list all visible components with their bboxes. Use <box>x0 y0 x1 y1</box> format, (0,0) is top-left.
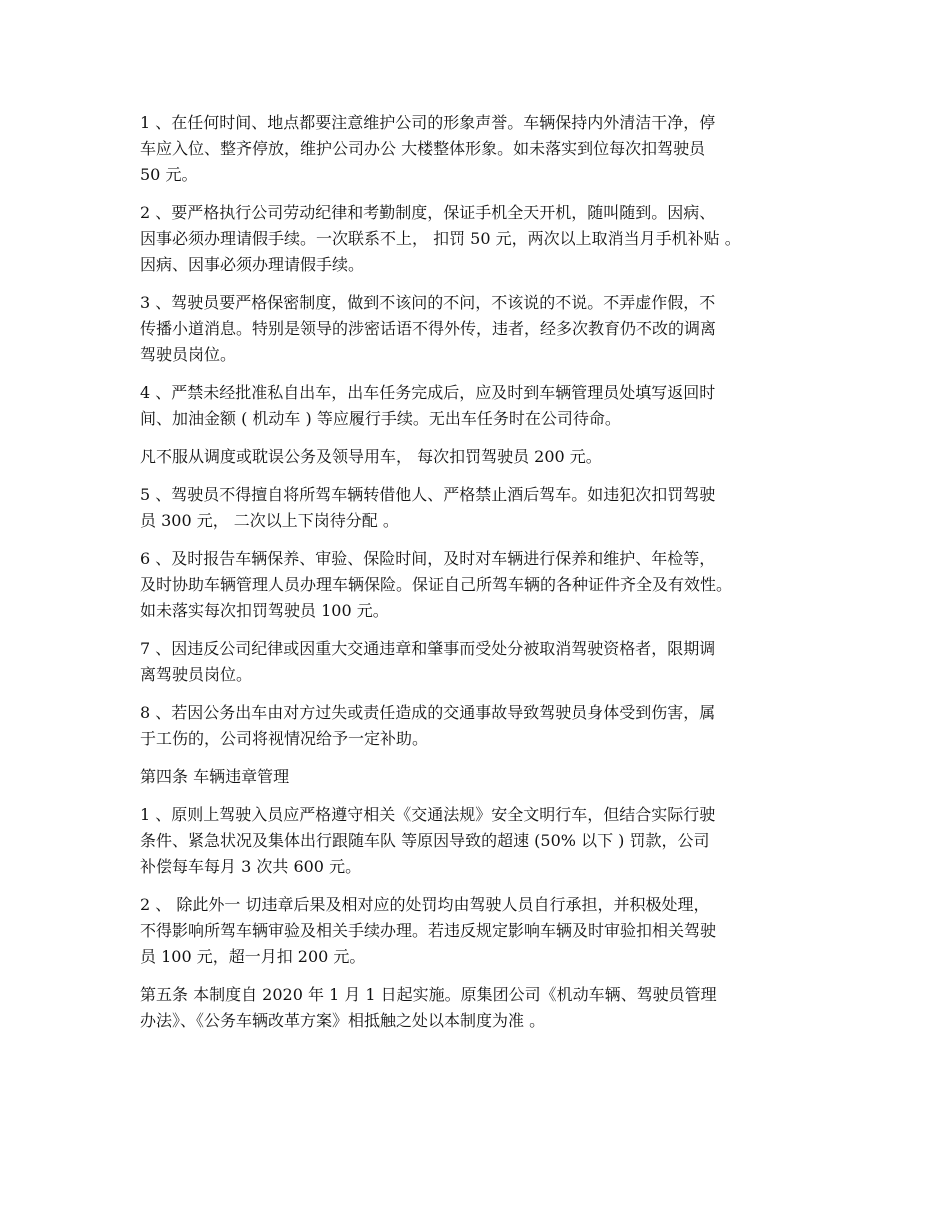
paragraph-item-8: 8 、若因公务出车由对方过失或责任造成的交通事故导致驾驶员身体受到伤害，属 于工伤的，公司将视情况给予一定补助。 <box>140 703 716 748</box>
paragraph-penalty-note: 凡不服从调度或耽误公务及领导用车， 每次扣罚驾驶员 200 元。 <box>140 447 602 466</box>
paragraph-violation-item-1: 1 、原则上驾驶入员应严格遵守相关《交通法规》安全文明行车，但结合实际行驶 条件、紧急状况及集体出行跟随车队 等原因导致的超速 (50% 以下 ) 罚款，公司 补偿每车每月 3 次共 600 元。 <box>140 805 716 876</box>
paragraph-item-4: 4 、严禁未经批准私自出车，出车任务完成后，应及时到车辆管理员处填写返回时 间、加油金额 ( 机动车 ) 等应履行手续。无出车任务时在公司待命。 <box>140 383 716 428</box>
paragraph-item-2: 2 、要严格执行公司劳动纪律和考勤制度，保证手机全天开机，随叫随到。因病、 因事必须办理请假手续。一次联系不上， 扣罚 50 元，两次以上取消当月手机补贴 。 因病、因事必须办理请假手续。 <box>140 203 741 274</box>
paragraph-violation-item-2: 2 、 除此外一 切违章后果及相对应的处罚均由驾驶人员自行承担，并积极处理， 不得影响所驾车辆审验及相关手续办理。若违反规定影响车辆及时审验扣相关驾驶 员 100 元，超一月扣 200 元。 <box>140 895 717 966</box>
paragraph-item-7: 7 、因违反公司纪律或因重大交通违章和肇事而受处分被取消驾驶资格者，限期调 离驾驶员岗位。 <box>140 639 716 684</box>
document-body <box>140 110 820 1046</box>
section-heading-article-4: 第四条 车辆违章管理 <box>140 767 290 786</box>
paragraph-item-1: 1 、在任何时间、地点都要注意维护公司的形象声誉。车辆保持内外清洁干净，停 车应入位、整齐停放，维护公司办公 大楼整体形象。如未落实到位每次扣驾驶员 50 元。 <box>140 113 716 184</box>
paragraph-item-5: 5 、驾驶员不得擅自将所驾车辆转借他人、严格禁止酒后驾车。如违犯次扣罚驾驶 员 300 元， 二次以上下岗待分配 。 <box>140 485 716 530</box>
paragraph-article-5: 第五条 本制度自 2020 年 1 月 1 日起实施。原集团公司《机动车辆、驾驶员管理 办法》、《公务车辆改革方案》相抵触之处以本制度为准 。 <box>140 985 717 1030</box>
paragraph-item-3: 3 、驾驶员要严格保密制度，做到不该问的不问，不该说的不说。不弄虚作假，不 传播小道消息。特别是领导的涉密话语不得外传，违者，经多次教育仍不改的调离 驾驶员岗位。 <box>140 293 717 364</box>
paragraph-item-6: 6 、及时报告车辆保养、审验、保险时间，及时对车辆进行保养和维护、年检等， 及时协助车辆管理人员办理车辆保险。保证自己所驾车辆的各种证件齐全及有效性。 如未落实每次扣罚驾驶员 100 元。 <box>140 549 733 620</box>
